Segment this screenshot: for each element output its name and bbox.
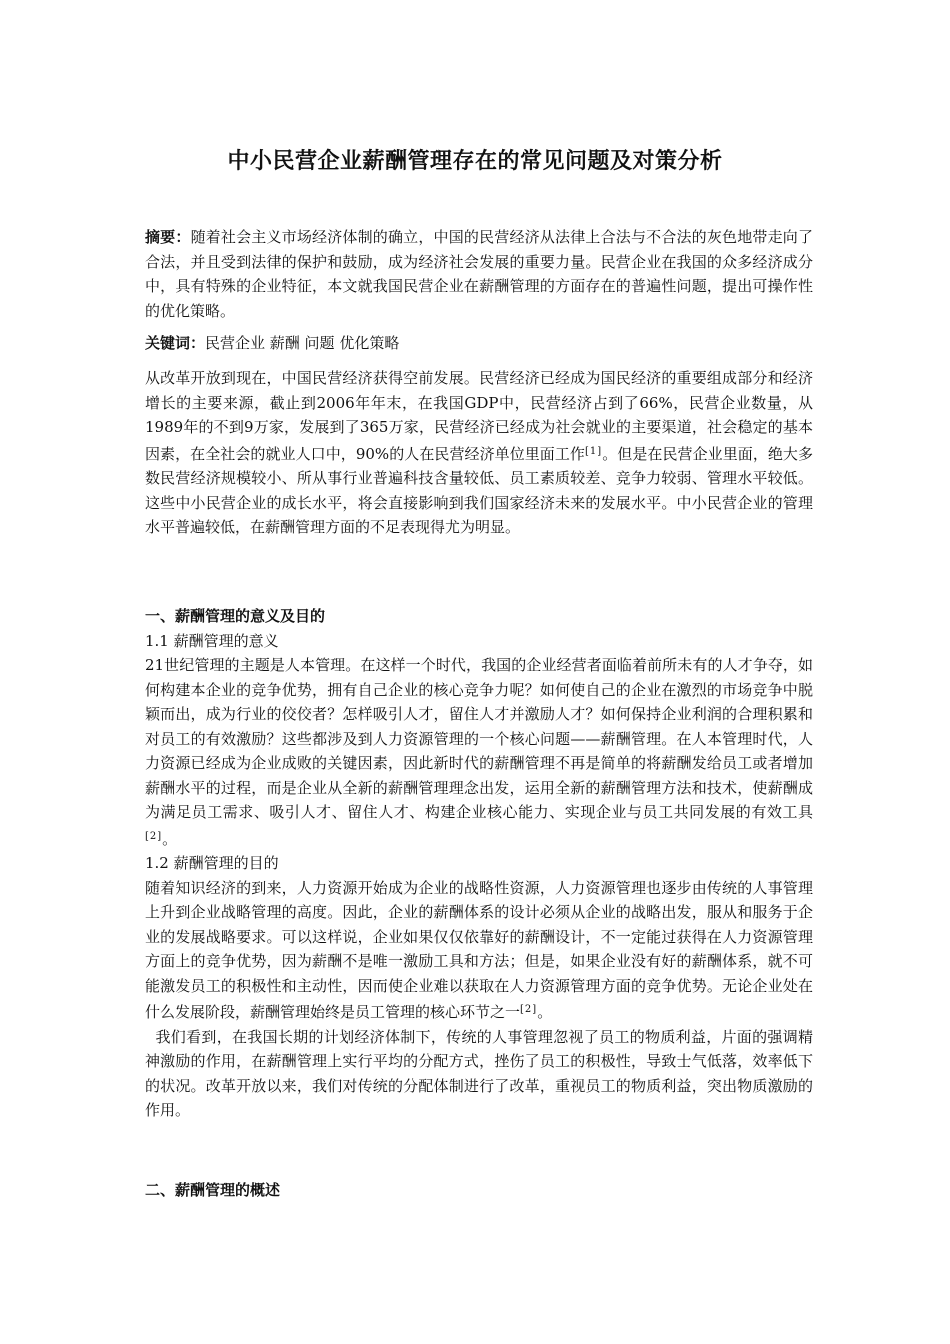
subsection-1-1-paragraph [145,653,813,851]
abstract-text: 随着社会主义市场经济体制的确立，中国的民营经济从法律上合法与不合法的灰色地带走向了合法，并且受到法律的保护和鼓励，成为经济社会发展的重要力量。民营企业在我国的众多经济成分中，具有特殊的企业特征，本文就我国民营企业在薪酬管理的方面存在的普遍性问题，提出可操作性的优化策略。 [145,228,813,320]
keywords-text: 民营企业 薪酬 问题 优化策略 [205,334,400,352]
keywords-paragraph [145,331,813,356]
subsection-1-1-heading: 1.1 薪酬管理的意义 [145,631,279,650]
citation-1: [1] [585,445,603,457]
intro-paragraph [145,366,813,540]
keywords-label: 关键词： [145,334,206,352]
document-title: 中小民营企业薪酬管理存在的常见问题及对策分析 [227,148,723,174]
section-2-heading: 二、薪酬管理的概述 [145,1181,281,1199]
section-1-heading: 一、薪酬管理的意义及目的 [145,607,326,625]
subsection-1-1-end: 。 [162,829,178,848]
abstract-paragraph [145,225,813,323]
subsection-1-2-heading: 1.2 薪酬管理的目的 [145,854,279,872]
subsection-1-2-paragraph [145,876,813,1025]
section-1-paragraph-3: 我们看到，在我国长期的计划经济体制下，传统的人事管理忽视了员工的物质利益，片面的强调精神激励的作用，在薪酬管理上实行平均的分配方式，挫伤了员工的积极性，导致士气低落，效率低下的状况。改革开放以来，我们对传统的分配体制进行了改革，重视员工的物质利益，突出物质激励的作用。 [145,1027,813,1119]
subsection-1-1-text: 21世纪管理的主题是人本管理。在这样一个时代，我国的企业经营者面临着前所未有的人才争夺，如何构建本企业的竞争优势，拥有自己企业的核心竞争力呢？如何使自己的企业在激烈的市场竞争中脱颖而出，成为行业的佼佼者？怎样吸引人才，留住人才并激励人才？如何保持企业利润的合理积累和对员工的有效激励？这些都涉及到人力资源管理的一个核心问题——薪酬管理。在人本管理时代，人力资源已经成为企业成败的关键因素，因此新时代的薪酬管理不再是简单的将薪酬发给员工或者增加薪酬水平的过程，而是企业从全新的薪酬管理理念出发，运用全新的薪酬管理方法和技术，使薪酬成为满足员工需求、吸引人才、留住人才、构建企业核心能力、实现企业与员工共同发展的有效工具 [145,656,813,821]
intro-text-2: 。但是在民营企业里面，绝大多数民营经济规模较小、所从事行业普遍科技含量较低、员工素质较差、竞争力较弱、管理水平较低。这些中小民营企业的成长水平，将会直接影响到我们国家经济未来的发展水平。中小民营企业的管理水平普遍较低，在薪酬管理方面的不足表现得尤为明显。 [145,444,813,536]
subsection-1-2-text: 随着知识经济的到来，人力资源开始成为企业的战略性资源，人力资源管理也逐步由传统的人事管理上升到企业战略管理的高度。因此，企业的薪酬体系的设计必须从企业的战略出发，服从和服务于企业的发展战略要求。可以这样说，企业如果仅仅依靠好的薪酬设计，不一定能过获得在人力资源管理方面上的竞争优势，因为薪酬不是唯一激励工具和方法；但是，如果企业没有好的薪酬体系，就不可能激发员工的积极性和主动性，因而使企业难以获取在人力资源管理方面的竞争优势。无论企业处在什么发展阶段，薪酬管理始终是员工管理的核心环节之一 [145,878,813,1021]
citation-2: [2] [145,830,163,842]
intro-text-1: 从改革开放到现在，中国民营经济获得空前发展。民营经济已经成为国民经济的重要组成部分和经济增长的主要来源，截止到2006年年末，在我国GDP中，民营经济占到了66%，民营企业数量，从1989年的不到9万家，发展到了365万家，民营经济已经成为社会就业的主要渠道，社会稳定的基本因素，在全社会的就业人口中，90%的人在民营经济单位里面工作 [145,369,813,463]
subsection-1-2-end: 。 [537,1003,553,1021]
citation-3: [2] [520,1004,538,1015]
section-1 [145,604,813,1123]
abstract-label: 摘要： [145,228,191,246]
